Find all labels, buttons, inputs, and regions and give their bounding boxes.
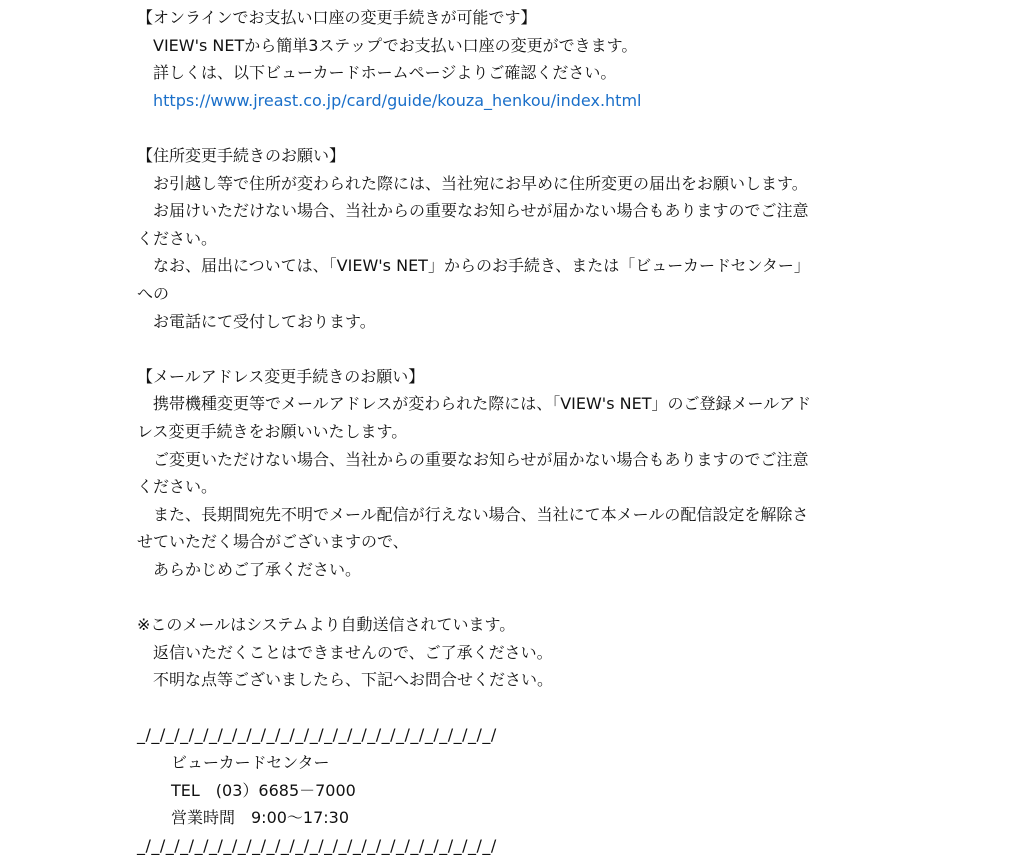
footer-center-name: ビューカードセンター — [171, 753, 330, 773]
spacer — [137, 114, 897, 142]
online-text-line: VIEW's NETから簡単3ステップでお支払い口座の変更ができます。 — [153, 35, 638, 55]
address-text-line: お引越し等で住所が変わられた際には、当社宛にお早めに住所変更の届出をお願いします。 — [153, 173, 808, 193]
email-text-line: ください。 — [137, 477, 218, 497]
address-text-line: お届けいただけない場合、当社からの重要なお知らせが届かない場合もありますのでご注意 — [153, 201, 809, 221]
notice-text-line: 不明な点等ございましたら、下記へお問合せください。 — [153, 670, 554, 690]
email-text-line: レス変更手続きをお願いいたします。 — [137, 421, 408, 441]
section-heading-address: 【住所変更手続きのお願い】 — [137, 145, 346, 165]
footer-separator-bottom: _/_/_/_/_/_/_/_/_/_/_/_/_/_/_/_/_/_/_/_/_/_/_/_/_/ — [137, 835, 497, 855]
notice-text-line: ※このメールはシステムより自動送信されています。 — [137, 615, 516, 635]
email-text-line: せていただく場合がございますので、 — [137, 532, 409, 552]
email-text-line: また、長期間宛先不明でメール配信が行えない場合、当社にて本メールの配信設定を解除さ — [153, 504, 809, 524]
footer-separator-top: _/_/_/_/_/_/_/_/_/_/_/_/_/_/_/_/_/_/_/_/_/_/_/_/_/ — [137, 725, 497, 745]
spacer — [137, 335, 897, 363]
email-text-line: ご変更いただけない場合、当社からの重要なお知らせが届かない場合もありますのでご注意 — [153, 449, 809, 469]
spacer — [137, 583, 897, 611]
footer-tel: TEL (03）6685－7000 — [171, 780, 356, 800]
address-text-line: なお、届出については、「VIEW's NET」からのお手続き、または「ビューカードセンター」 — [153, 256, 810, 276]
address-text-line: ください。 — [137, 228, 218, 248]
footer-hours: 営業時間 9:00～17:30 — [171, 808, 350, 828]
email-body — [137, 4, 897, 859]
section-heading-online: 【オンラインでお支払い口座の変更手続きが可能です】 — [137, 8, 537, 27]
email-text-line: あらかじめご了承ください。 — [153, 559, 362, 579]
kouza-henkou-link[interactable]: https://www.jreast.co.jp/card/guide/kouza_henkou/index.html — [153, 90, 642, 110]
address-text-line: への — [137, 283, 170, 303]
email-text-line: 携帯機種変更等でメールアドレスが変わられた際には、「VIEW's NET」のご登録メールアド — [153, 394, 812, 414]
section-heading-email: 【メールアドレス変更手続きのお願い】 — [137, 366, 425, 386]
online-text-line: 詳しくは、以下ビューカードホームページよりご確認ください。 — [153, 63, 617, 83]
notice-text-line: 返信いただくことはできませんので、ご了承ください。 — [153, 642, 553, 662]
spacer — [137, 694, 897, 722]
address-text-line: お電話にて受付しております。 — [153, 311, 376, 331]
